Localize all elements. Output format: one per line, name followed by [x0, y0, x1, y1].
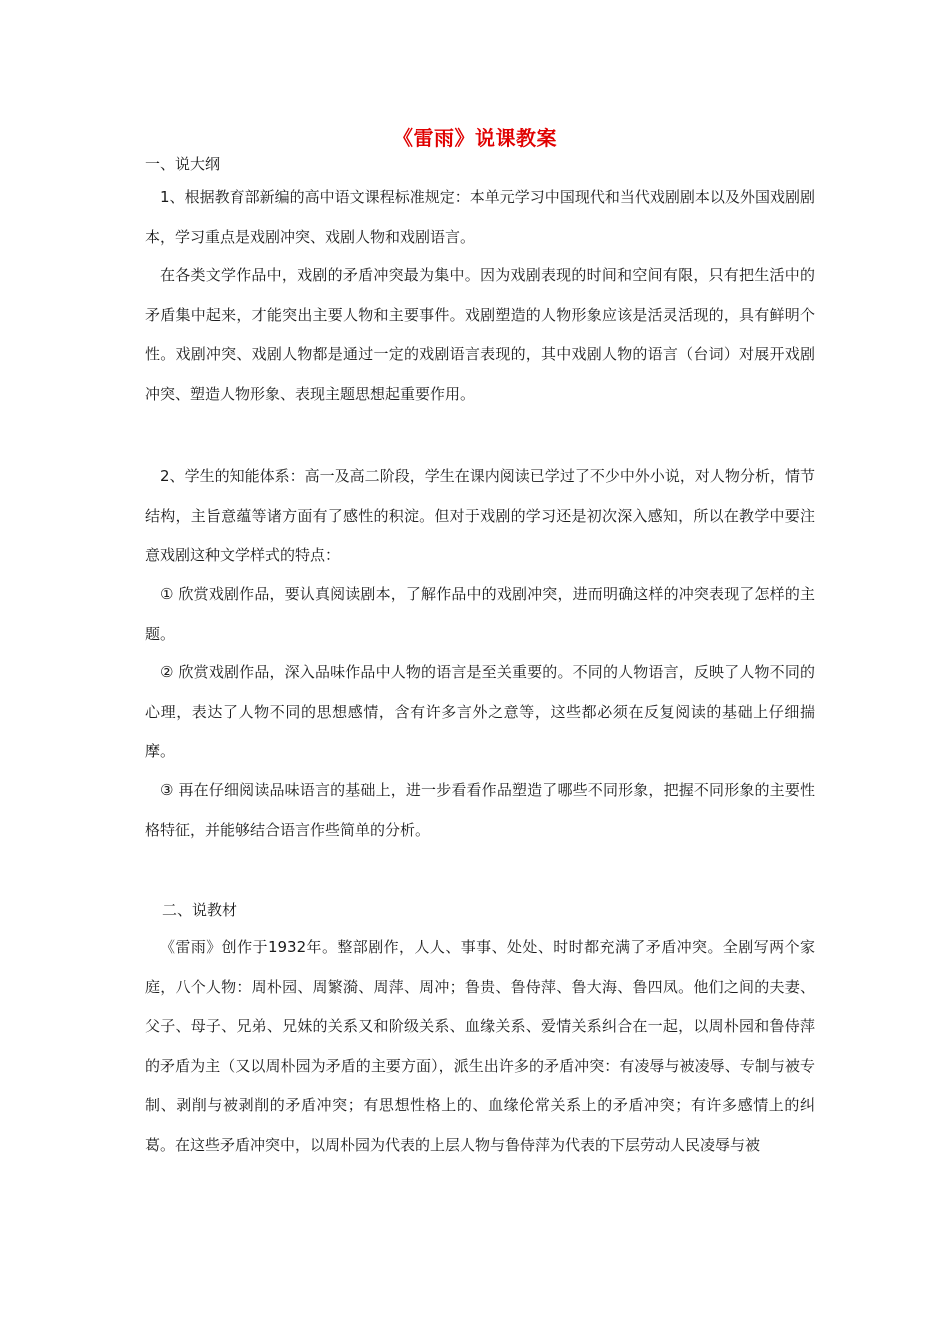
- paragraph-point-3: ③ 再在仔细阅读品味语言的基础上，进一步看看作品塑造了哪些不同形象，把握不同形象的主要性格特征，并能够结合语言作些简单的分析。: [145, 781, 815, 839]
- paragraph-thunderstorm-intro: 《雷雨》创作于1932年。整部剧作，人人、事事、处处、时时都充满了矛盾冲突。全剧写两个家庭，八个人物：周朴园、周繁漪、周萍、周冲；鲁贵、鲁侍萍、鲁大海、鲁四凤。他们之间的夫妻、父子、母子、兄弟、兄妹的关系又和阶级关系、血缘关系、爱情关系纠合在一起，以周朴园和鲁侍萍的矛盾为主（又以周朴园为矛盾的主要方面），派生出许多的矛盾冲突：有凌辱与被凌辱、专制与被专制、剥削与被剥削的矛盾冲突；有思想性格上的、血缘伦常关系上的矛盾冲突；有许多感情上的纠葛。在这些矛盾冲突中，以周朴园为代表的上层人物与鲁侍萍为代表的下层劳动人民凌辱与被: [145, 938, 815, 1154]
- paragraph-student-knowledge: 2、学生的知能体系：高一及高二阶段，学生在课内阅读已学过了不少中外小说，对人物分析，情节结构，主旨意蕴等诸方面有了感性的积淀。但对于戏剧的学习还是初次深入感知，所以在教学中要注意戏剧这种文学样式的特点：: [145, 467, 815, 564]
- paragraph-drama-conflict: 在各类文学作品中，戏剧的矛盾冲突最为集中。因为戏剧表现的时间和空间有限，只有把生活中的矛盾集中起来，才能突出主要人物和主要事件。戏剧塑造的人物形象应该是活灵活现的，具有鲜明个性。戏剧冲突、戏剧人物都是通过一定的戏剧语言表现的，其中戏剧人物的语言（台词）对展开戏剧冲突、塑造人物形象、表现主题思想起重要作用。: [145, 266, 815, 403]
- paragraph-point-2: ② 欣赏戏剧作品，深入品味作品中人物的语言是至关重要的。不同的人物语言，反映了人物不同的心理，表达了人物不同的思想感情，含有许多言外之意等，这些都必须在反复阅读的基础上仔细揣摩。: [145, 663, 815, 760]
- section-heading-outline: 一、说大纲: [145, 155, 221, 173]
- document-title: 《雷雨》说课教案: [393, 126, 557, 150]
- paragraph-curriculum-standard: 1、根据教育部新编的高中语文课程标准规定：本单元学习中国现代和当代戏剧剧本以及外国戏剧剧本，学习重点是戏剧冲突、戏剧人物和戏剧语言。: [145, 188, 815, 246]
- section-heading-textbook: 二、说教材: [162, 901, 238, 919]
- paragraph-point-1: ① 欣赏戏剧作品，要认真阅读剧本，了解作品中的戏剧冲突，进而明确这样的冲突表现了怎样的主题。: [145, 585, 815, 643]
